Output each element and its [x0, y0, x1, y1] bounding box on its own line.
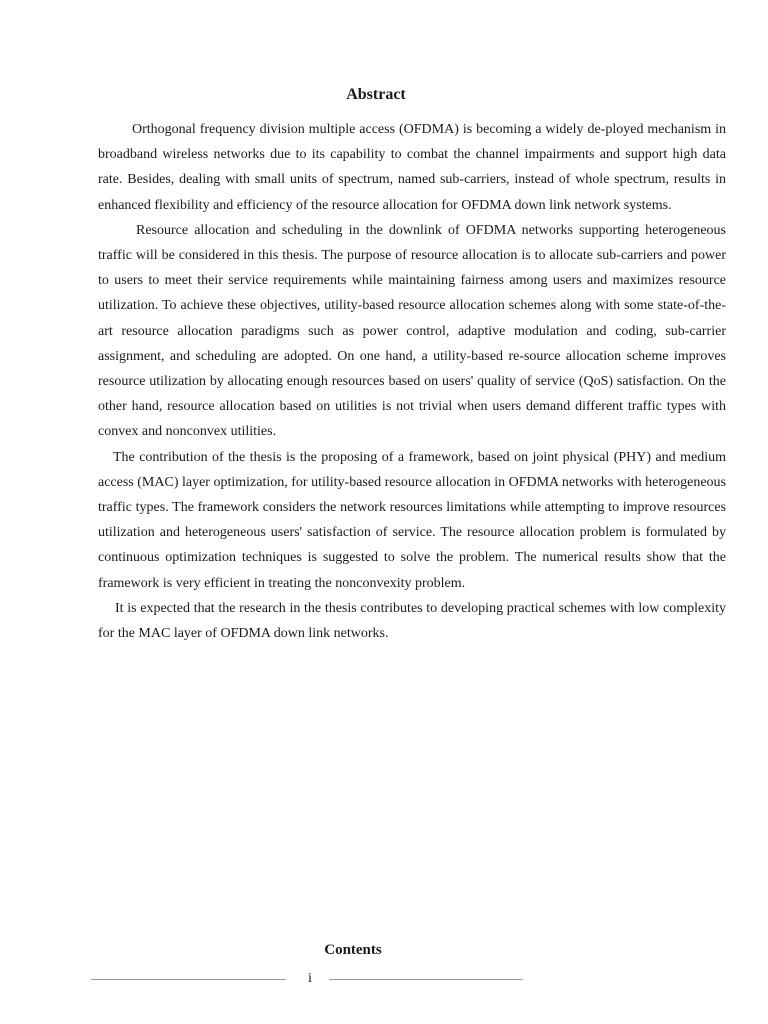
page-number: i: [308, 971, 312, 986]
footer-rule-right: [329, 979, 523, 980]
abstract-body: [98, 117, 726, 646]
footer-rule-left: [91, 979, 286, 980]
contents-heading: Contents: [324, 942, 382, 958]
abstract-title: Abstract: [346, 86, 406, 103]
abstract-paragraph-2: Resource allocation and scheduling in the downlink of OFDMA networks supporting heterogeneous traffic will be considered in this thesis. The purpose of resource allocation is to allocate sub-carriers and power to users to meet their service requirements while maintaining fairness among users and maximizes resource utilization. To achieve these objectives, utility-based resource allocation schemes along with some state-of-the-art resource allocation paradigms such as power control, adaptive modulation and coding, sub-carrier assignment, and scheduling are adopted. On one hand, a utility-based re-source allocation scheme improves resource utilization by allocating enough resources based on users' quality of service (QoS) satisfaction. On the other hand, resource allocation based on utilities is not trivial when users demand different traffic types with convex and nonconvex utilities.: [98, 222, 726, 440]
abstract-paragraph-4: It is expected that the research in the thesis contributes to developing practical schemes with low complexity for the MAC layer of OFDMA down link networks.: [98, 600, 726, 642]
abstract-paragraph-1: Orthogonal frequency division multiple access (OFDMA) is becoming a widely de-ployed mechanism in broadband wireless networks due to its capability to combat the channel impairments and support high data rate. Besides, dealing with small units of spectrum, named sub-carriers, instead of whole spectrum, results in enhanced flexibility and efficiency of the resource allocation for OFDMA down link network systems.: [98, 122, 726, 213]
abstract-paragraph-3: The contribution of the thesis is the proposing of a framework, based on joint physical (PHY) and medium access (MAC) layer optimization, for utility-based resource allocation in OFDMA networks with heterogeneous traffic types. The framework considers the network resources limitations while attempting to improve resources utilization and heterogeneous users' satisfaction of service. The resource allocation problem is formulated by continuous optimization techniques is suggested to solve the problem. The numerical results show that the framework is very efficient in treating the nonconvexity problem.: [98, 449, 726, 591]
